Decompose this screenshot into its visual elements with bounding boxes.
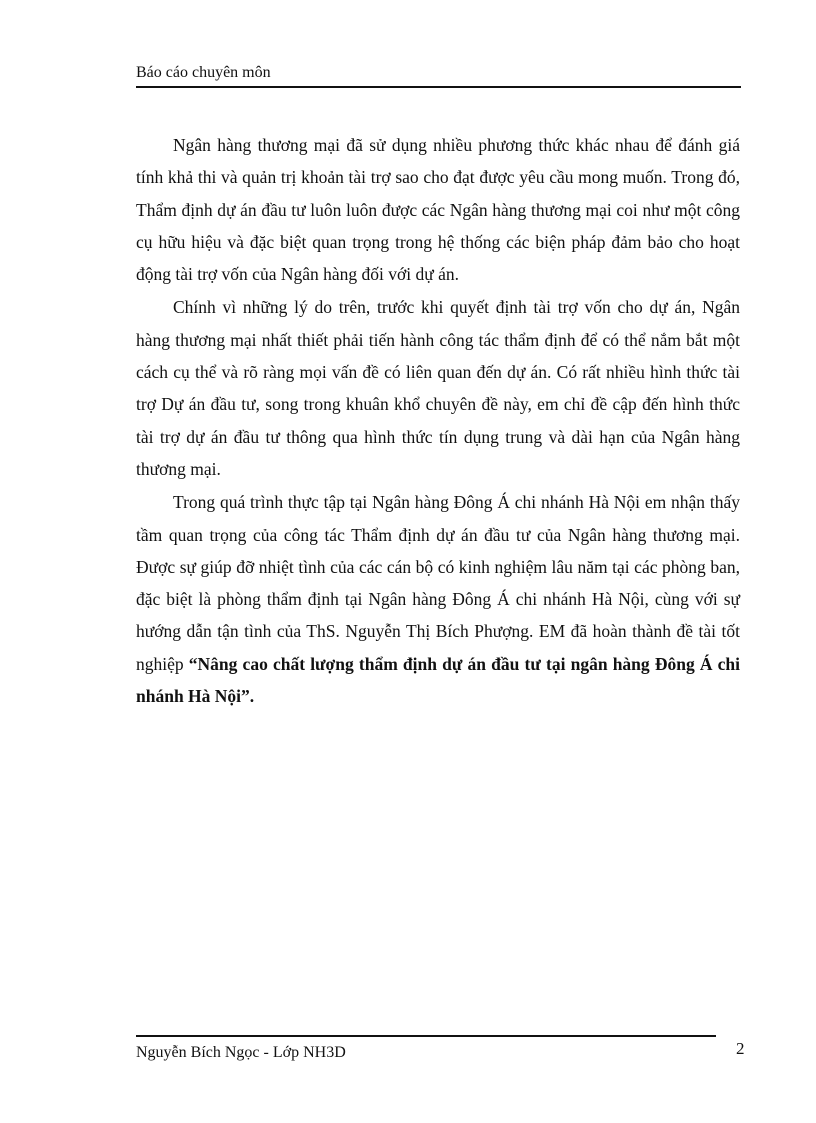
footer-divider <box>136 1035 716 1037</box>
paragraph-1: Ngân hàng thương mại đã sử dụng nhiều phương thức khác nhau để đánh giá tính khả thi và quản trị khoản tài trợ sao cho đạt được yêu cầu mong muốn. Trong đó, Thẩm định dự án đầu tư luôn luôn được các Ngân hàng thương mại coi như một công cụ hữu hiệu và đặc biệt quan trọng trong hệ thống các biện pháp đảm bảo cho hoạt động tài trợ vốn của Ngân hàng đối với dự án. <box>136 135 740 285</box>
paragraph-3 <box>136 486 740 712</box>
page-number: 2 <box>736 1039 745 1058</box>
header-title: Báo cáo chuyên môn <box>136 64 271 81</box>
paragraph-2: Chính vì những lý do trên, trước khi quyết định tài trợ vốn cho dự án, Ngân hàng thương mại nhất thiết phải tiến hành công tác thẩm định để có thể nắm bắt một cách cụ thể và rõ ràng mọi vấn đề có liên quan đến dự án. Có rất nhiều hình thức tài trợ Dự án đầu tư, song trong khuân khổ chuyên đề này, em chỉ đề cập đến hình thức tài trợ dự án đầu tư thông qua hình thức tín dụng trung và dài hạn của Ngân hàng thương mại. <box>136 297 740 479</box>
thesis-title: “Nâng cao chất lượng thẩm định dự án đầu tư tại ngân hàng Đông Á chi nhánh Hà Nội”. <box>136 653 740 707</box>
footer-author: Nguyễn Bích Ngọc - Lớp NH3D <box>136 1044 346 1061</box>
document-body <box>136 129 740 713</box>
page-header <box>136 62 741 88</box>
paragraph-3-text: Trong quá trình thực tập tại Ngân hàng Đông Á chi nhánh Hà Nội em nhận thấy tầm quan trọng của công tác Thẩm định dự án đầu tư của Ngân hàng thương mại. Được sự giúp đỡ nhiệt tình của các cán bộ có kinh nghiệm lâu năm tại các phòng ban, đặc biệt là phòng thẩm định tại Ngân hàng Đông Á chi nhánh Hà Nội, cùng với sự hướng dẫn tận tình của ThS. Nguyễn Thị Bích Phượng. EM đã hoàn thành đề tài tốt nghiệp <box>136 492 740 674</box>
